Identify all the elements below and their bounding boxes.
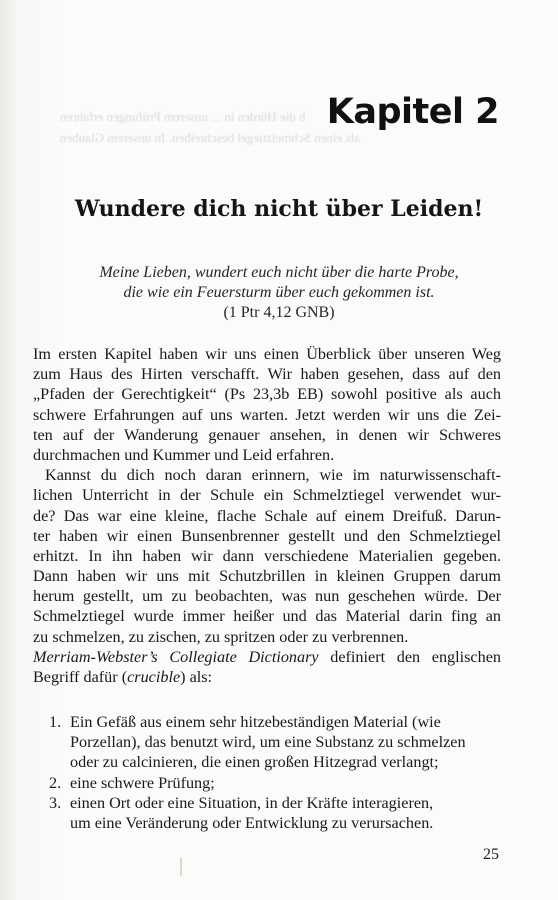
text-line: Im ersten Kapitel haben wir uns einen Überblick über unseren Weg <box>33 345 501 363</box>
text-line: „Pfaden der Gerechtigkeit“ (Ps 23,3b EB) sowohl positive als auch <box>33 385 501 404</box>
list-item <box>49 793 501 833</box>
paper-mark <box>180 858 182 876</box>
paragraph-1 <box>33 344 501 465</box>
text-line: ter haben wir einen Bunsenbrenner gestellt und den Schmelztiegel <box>33 526 501 545</box>
list-line: einen Ort oder eine Situation, in der Kräfte interagieren, <box>70 793 434 812</box>
text-line: Schmelztiegel wurde immer heißer und das Material darin fing an <box>33 607 501 626</box>
list-item <box>49 773 501 793</box>
text-fragment: ) als: <box>180 668 213 686</box>
list-line: um eine Veränderung oder Entwicklung zu verursachen. <box>70 814 434 833</box>
text-line: zu schmelzen, zu zischen, zu spritzen oder zu verbrennen. <box>33 627 409 646</box>
text-line: herum gestellt, um zu beobachten, was nun geschehen würde. Der <box>33 587 501 606</box>
text-line: ten auf der Wanderung genauer ansehen, in denen wir Schweres <box>33 425 501 444</box>
text-line <box>33 667 501 687</box>
text-line: schwere Erfahrungen auf uns warten. Jetzt werden wir uns die Zei- <box>33 405 501 424</box>
list-line: Porzellan), das benutzt wird, um eine Substanz zu schmelzen <box>70 733 466 752</box>
term-crucible: crucible <box>127 668 181 686</box>
chapter-title: Wundere dich nicht über Leiden! <box>74 196 484 222</box>
text-line: erhitzt. In ihn haben wir dann verschiedene Materialien gegeben. <box>33 546 501 565</box>
text-line: de? Das war eine kleine, flache Schale auf einem Dreifuß. Darun- <box>33 506 501 525</box>
bleed-through-line: h die Hürden in ... unserem Prüfungen erfahren <box>60 109 306 124</box>
list-line: eine schwere Prüfung; <box>70 773 215 792</box>
chapter-label: Kapitel 2 <box>326 92 499 132</box>
dictionary-name: Merriam-Webster’s Collegiate Dictionary <box>33 647 319 666</box>
page-number: 25 <box>483 846 499 863</box>
text-line: zum Haus des Hirten verschafft. Wir haben gesehen, dass auf den <box>33 365 501 384</box>
bleed-through-line: als einen Schmelztiegel beschreiben. In unserem Glauben <box>60 130 360 145</box>
text-line: lichen Unterricht in der Schule ein Schmelztiegel verwendet wur- <box>33 486 501 505</box>
text-line: Kannst du dich noch daran erinnern, wie im naturwissenschaft- <box>45 466 501 485</box>
text-fragment: Begriff dafür ( <box>33 668 128 686</box>
list-line: oder zu calcinieren, die einen großen Hitzegrad verlangt; <box>70 753 439 772</box>
text-fragment: definiert den englischen <box>318 647 501 666</box>
text-line: Dann haben wir uns mit Schutzbrillen in kleinen Gruppen darum <box>33 567 501 586</box>
epigraph-line: Meine Lieben, wundert euch nicht über die harte Probe, <box>99 264 459 281</box>
list-line: Ein Gefäß aus einem sehr hitzebeständigen Material (wie <box>70 713 441 731</box>
list-number: 3. <box>49 793 62 812</box>
epigraph-line: die wie ein Feuersturm über euch gekommen ist. <box>123 284 435 301</box>
paragraph-2 <box>33 465 501 647</box>
list-number: 2. <box>49 773 62 792</box>
text-line: durchmachen und Kummer und Leid erfahren. <box>33 445 335 464</box>
text-line <box>33 647 501 667</box>
paragraph-3 <box>33 647 501 687</box>
list-number: 1. <box>49 713 62 731</box>
list-item <box>49 712 501 773</box>
epigraph <box>0 263 558 323</box>
definition-list <box>49 712 501 833</box>
body-text <box>33 344 501 687</box>
epigraph-reference: (1 Ptr 4,12 GNB) <box>223 304 335 321</box>
